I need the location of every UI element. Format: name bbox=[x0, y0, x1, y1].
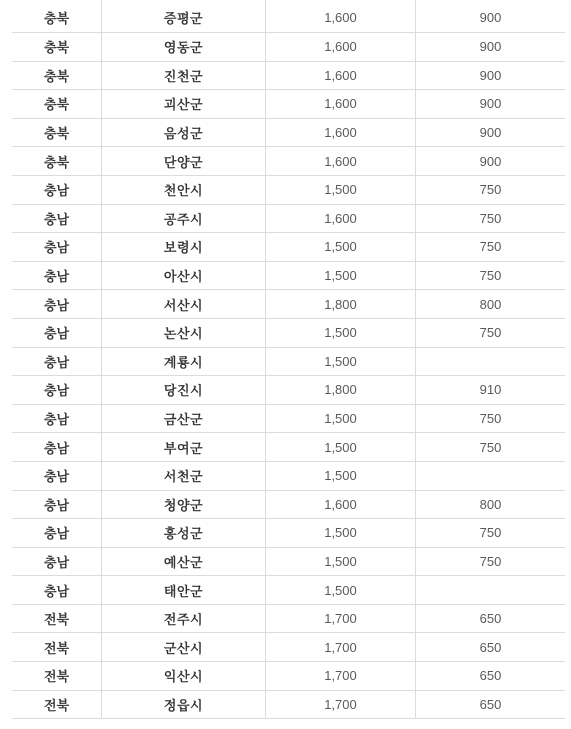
value1-cell: 1,600 bbox=[266, 147, 416, 176]
value1-cell: 1,600 bbox=[266, 0, 416, 33]
city-cell: 증평군 bbox=[102, 0, 266, 33]
value1-cell: 1,600 bbox=[266, 490, 416, 519]
table-row bbox=[12, 0, 565, 33]
region-cell: 충남 bbox=[12, 404, 102, 433]
value1-cell: 1,500 bbox=[266, 261, 416, 290]
value2-cell bbox=[416, 576, 566, 605]
table-row bbox=[12, 233, 565, 262]
value2-cell: 650 bbox=[416, 690, 566, 719]
region-cell: 충남 bbox=[12, 290, 102, 319]
table-row bbox=[12, 290, 565, 319]
city-cell: 영동군 bbox=[102, 33, 266, 62]
region-cell: 충남 bbox=[12, 576, 102, 605]
value2-cell: 650 bbox=[416, 633, 566, 662]
value1-cell: 1,600 bbox=[266, 33, 416, 62]
value1-cell: 1,500 bbox=[266, 404, 416, 433]
region-cell: 전북 bbox=[12, 633, 102, 662]
table-row bbox=[12, 433, 565, 462]
city-cell: 군산시 bbox=[102, 633, 266, 662]
region-cell: 충북 bbox=[12, 0, 102, 33]
region-cell: 충남 bbox=[12, 347, 102, 376]
table-row bbox=[12, 519, 565, 548]
region-cell: 충남 bbox=[12, 175, 102, 204]
table-row bbox=[12, 175, 565, 204]
region-cell: 충남 bbox=[12, 233, 102, 262]
region-cell: 전북 bbox=[12, 604, 102, 633]
region-cell: 충북 bbox=[12, 118, 102, 147]
value2-cell: 750 bbox=[416, 547, 566, 576]
table-row bbox=[12, 261, 565, 290]
table-row bbox=[12, 604, 565, 633]
city-cell: 진천군 bbox=[102, 61, 266, 90]
city-cell: 논산시 bbox=[102, 318, 266, 347]
table-row bbox=[12, 347, 565, 376]
value1-cell: 1,700 bbox=[266, 662, 416, 691]
region-cell: 충북 bbox=[12, 90, 102, 119]
value2-cell: 750 bbox=[416, 433, 566, 462]
value2-cell: 650 bbox=[416, 604, 566, 633]
city-cell: 아산시 bbox=[102, 261, 266, 290]
value2-cell: 900 bbox=[416, 118, 566, 147]
region-cell: 충남 bbox=[12, 547, 102, 576]
value2-cell: 900 bbox=[416, 90, 566, 119]
city-cell: 전주시 bbox=[102, 604, 266, 633]
value1-cell: 1,500 bbox=[266, 519, 416, 548]
fare-table-body bbox=[12, 0, 565, 719]
region-cell: 충북 bbox=[12, 61, 102, 90]
table-row bbox=[12, 147, 565, 176]
value1-cell: 1,600 bbox=[266, 90, 416, 119]
city-cell: 당진시 bbox=[102, 376, 266, 405]
city-cell: 예산군 bbox=[102, 547, 266, 576]
city-cell: 금산군 bbox=[102, 404, 266, 433]
value1-cell: 1,800 bbox=[266, 290, 416, 319]
value1-cell: 1,700 bbox=[266, 604, 416, 633]
table-row bbox=[12, 576, 565, 605]
table-row bbox=[12, 662, 565, 691]
city-cell: 보령시 bbox=[102, 233, 266, 262]
table-row bbox=[12, 318, 565, 347]
table-row bbox=[12, 118, 565, 147]
value1-cell: 1,500 bbox=[266, 461, 416, 490]
region-cell: 충남 bbox=[12, 204, 102, 233]
region-cell: 전북 bbox=[12, 690, 102, 719]
region-cell: 충남 bbox=[12, 519, 102, 548]
city-cell: 태안군 bbox=[102, 576, 266, 605]
region-cell: 충북 bbox=[12, 33, 102, 62]
table-row bbox=[12, 547, 565, 576]
value2-cell: 750 bbox=[416, 233, 566, 262]
value1-cell: 1,500 bbox=[266, 347, 416, 376]
table-row bbox=[12, 376, 565, 405]
value2-cell: 750 bbox=[416, 261, 566, 290]
city-cell: 공주시 bbox=[102, 204, 266, 233]
region-cell: 충남 bbox=[12, 461, 102, 490]
region-cell: 충북 bbox=[12, 147, 102, 176]
value2-cell: 750 bbox=[416, 318, 566, 347]
value2-cell: 900 bbox=[416, 0, 566, 33]
city-cell: 천안시 bbox=[102, 175, 266, 204]
value1-cell: 1,800 bbox=[266, 376, 416, 405]
value1-cell: 1,500 bbox=[266, 175, 416, 204]
table-row bbox=[12, 490, 565, 519]
value2-cell: 750 bbox=[416, 404, 566, 433]
region-cell: 충남 bbox=[12, 318, 102, 347]
city-cell: 계룡시 bbox=[102, 347, 266, 376]
value2-cell: 910 bbox=[416, 376, 566, 405]
value1-cell: 1,600 bbox=[266, 118, 416, 147]
value2-cell bbox=[416, 461, 566, 490]
city-cell: 단양군 bbox=[102, 147, 266, 176]
table-row bbox=[12, 461, 565, 490]
value2-cell: 750 bbox=[416, 204, 566, 233]
table-row bbox=[12, 204, 565, 233]
city-cell: 음성군 bbox=[102, 118, 266, 147]
value2-cell: 650 bbox=[416, 662, 566, 691]
value2-cell: 900 bbox=[416, 33, 566, 62]
city-cell: 서산시 bbox=[102, 290, 266, 319]
region-cell: 충남 bbox=[12, 490, 102, 519]
value1-cell: 1,600 bbox=[266, 61, 416, 90]
city-cell: 정읍시 bbox=[102, 690, 266, 719]
table-row bbox=[12, 404, 565, 433]
value1-cell: 1,700 bbox=[266, 633, 416, 662]
city-cell: 익산시 bbox=[102, 662, 266, 691]
city-cell: 홍성군 bbox=[102, 519, 266, 548]
table-row bbox=[12, 61, 565, 90]
value2-cell: 900 bbox=[416, 61, 566, 90]
city-cell: 서천군 bbox=[102, 461, 266, 490]
table-row bbox=[12, 90, 565, 119]
city-cell: 괴산군 bbox=[102, 90, 266, 119]
value1-cell: 1,500 bbox=[266, 318, 416, 347]
region-cell: 충남 bbox=[12, 433, 102, 462]
city-cell: 부여군 bbox=[102, 433, 266, 462]
value1-cell: 1,700 bbox=[266, 690, 416, 719]
value1-cell: 1,500 bbox=[266, 233, 416, 262]
value2-cell: 800 bbox=[416, 290, 566, 319]
value1-cell: 1,500 bbox=[266, 576, 416, 605]
value2-cell: 800 bbox=[416, 490, 566, 519]
value1-cell: 1,500 bbox=[266, 433, 416, 462]
table-row bbox=[12, 633, 565, 662]
city-cell: 청양군 bbox=[102, 490, 266, 519]
region-cell: 충남 bbox=[12, 376, 102, 405]
table-row bbox=[12, 33, 565, 62]
value2-cell: 750 bbox=[416, 175, 566, 204]
table-row bbox=[12, 690, 565, 719]
value2-cell: 750 bbox=[416, 519, 566, 548]
value1-cell: 1,500 bbox=[266, 547, 416, 576]
value2-cell: 900 bbox=[416, 147, 566, 176]
value2-cell bbox=[416, 347, 566, 376]
region-cell: 충남 bbox=[12, 261, 102, 290]
region-cell: 전북 bbox=[12, 662, 102, 691]
value1-cell: 1,600 bbox=[266, 204, 416, 233]
fare-table bbox=[12, 0, 565, 719]
